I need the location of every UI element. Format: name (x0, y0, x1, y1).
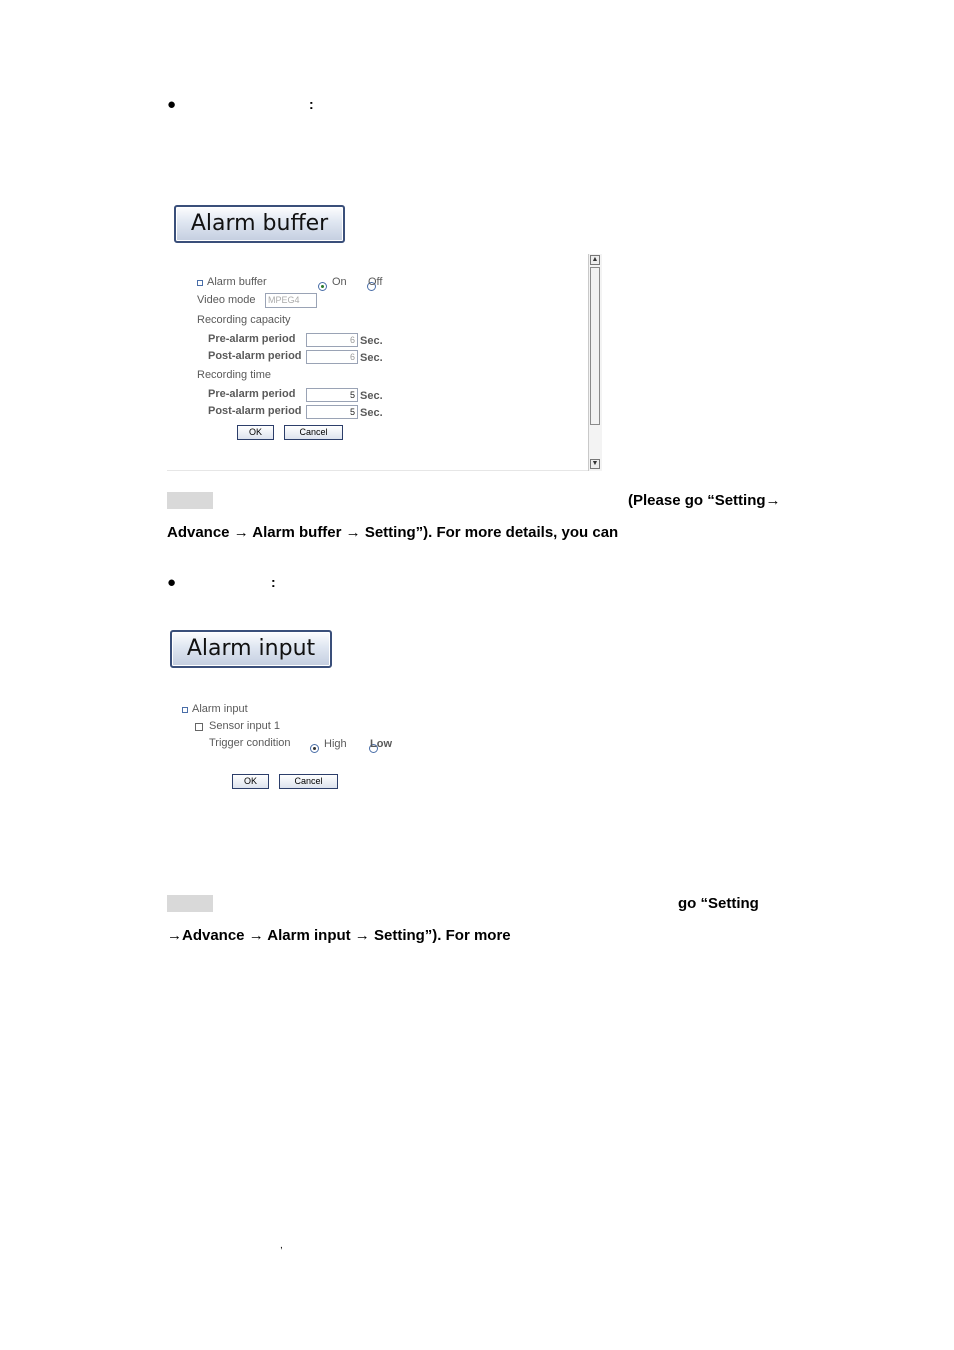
alarm-buffer-off-label: Off (368, 276, 383, 288)
note-2-line-2: →Advance → Alarm input → Setting”). For more (167, 927, 511, 944)
alarm-buffer-header-button[interactable]: Alarm buffer (174, 205, 345, 243)
alarm-input-panel (167, 700, 467, 795)
capacity-post-alarm-label: Post-alarm period (208, 350, 302, 362)
alarm-buffer-on-radio[interactable] (318, 282, 327, 291)
alarm-input-label: Alarm input (192, 703, 248, 715)
note-2-line-1: go “Setting (678, 895, 759, 912)
alarm-buffer-ok-button[interactable]: OK (237, 425, 274, 440)
note-label-box-2 (167, 895, 213, 912)
panel-divider (167, 470, 601, 471)
sensor-input-checkbox[interactable] (195, 723, 203, 731)
capacity-post-sec-label: Sec. (360, 352, 383, 364)
capacity-pre-alarm-label: Pre-alarm period (208, 333, 296, 345)
trigger-high-label: High (324, 738, 347, 750)
capacity-pre-alarm-field[interactable]: 6 (306, 333, 358, 347)
alarm-buffer-label: Alarm buffer (207, 276, 267, 288)
alarm-input-bullet-icon (182, 707, 188, 713)
recording-time-label: Recording time (197, 369, 271, 381)
alarm-input-cancel-button[interactable]: Cancel (279, 774, 338, 789)
colon-2: : (271, 574, 276, 590)
panel-scrollbar[interactable] (588, 254, 602, 471)
alarm-buffer-bullet-icon (197, 280, 203, 286)
recording-capacity-label: Recording capacity (197, 314, 291, 326)
scroll-down-icon[interactable]: ▼ (591, 460, 599, 467)
time-post-alarm-label: Post-alarm period (208, 405, 302, 417)
video-mode-label: Video mode (197, 294, 256, 306)
capacity-pre-sec-label: Sec. (360, 335, 383, 347)
time-pre-alarm-label: Pre-alarm period (208, 388, 296, 400)
time-pre-alarm-field[interactable]: 5 (306, 388, 358, 402)
note-1-line-1: (Please go “Setting→ (628, 492, 781, 509)
note-1-line-2: Advance → Alarm buffer → Setting”). For more details, you can (167, 524, 619, 541)
video-mode-field[interactable]: MPEG4 (265, 293, 317, 308)
footer-mark: , (280, 1240, 283, 1251)
scroll-thumb[interactable] (590, 267, 600, 425)
time-post-sec-label: Sec. (360, 407, 383, 419)
alarm-input-header-button[interactable]: Alarm input (170, 630, 332, 668)
bullet-2: ● (167, 574, 177, 591)
trigger-condition-label: Trigger condition (209, 737, 291, 749)
time-pre-sec-label: Sec. (360, 390, 383, 402)
note-label-box-1 (167, 492, 213, 509)
bullet-1: ● (167, 96, 177, 113)
alarm-buffer-panel (167, 254, 601, 472)
alarm-buffer-cancel-button[interactable]: Cancel (284, 425, 343, 440)
capacity-post-alarm-field[interactable]: 6 (306, 350, 358, 364)
colon-1: : (309, 96, 314, 112)
time-post-alarm-field[interactable]: 5 (306, 405, 358, 419)
scroll-up-icon[interactable]: ▲ (591, 256, 599, 263)
trigger-low-label: Low (370, 738, 392, 750)
alarm-buffer-on-label: On (332, 276, 347, 288)
sensor-input-label: Sensor input 1 (209, 720, 280, 732)
alarm-input-ok-button[interactable]: OK (232, 774, 269, 789)
trigger-high-radio[interactable] (310, 744, 319, 753)
